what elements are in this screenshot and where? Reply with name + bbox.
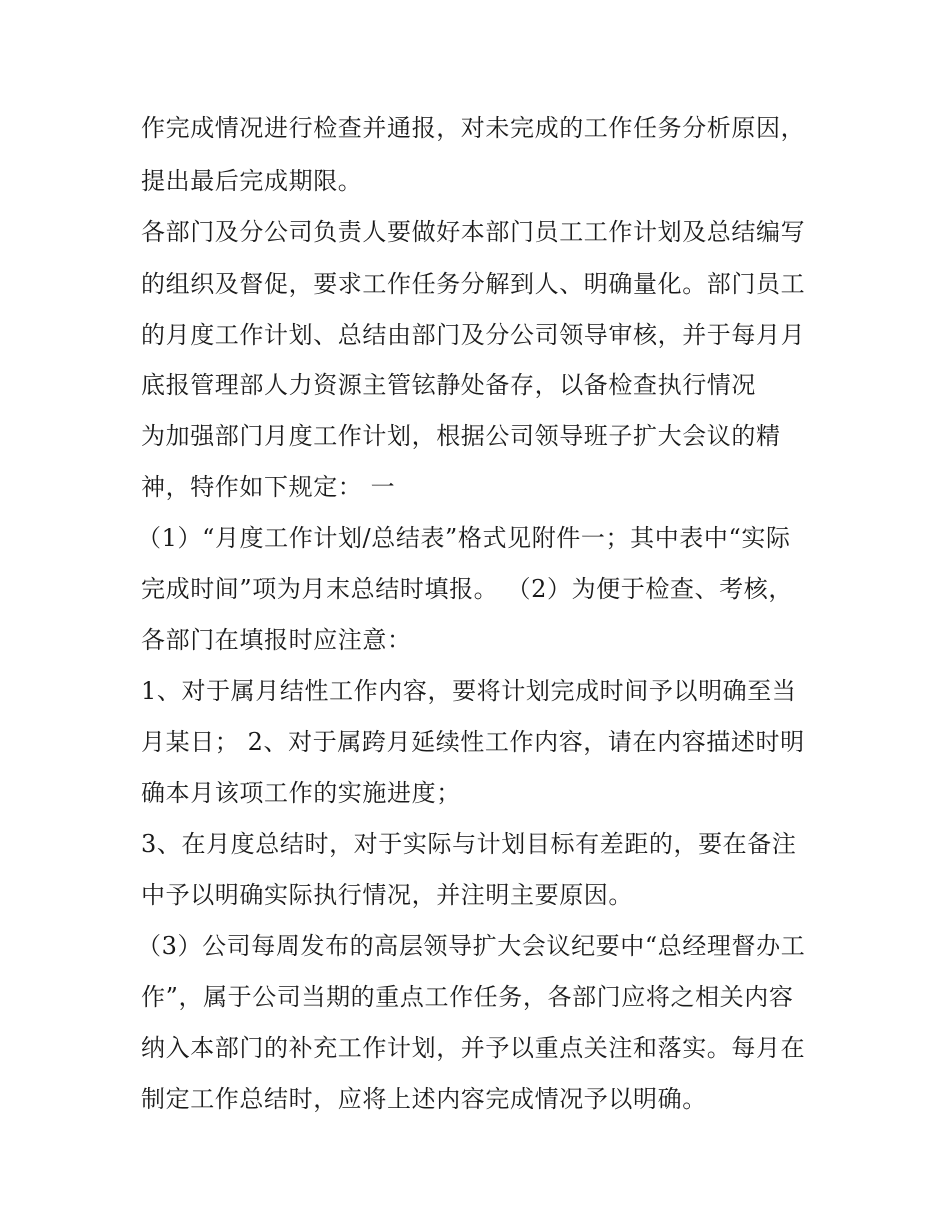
text-line: 底报管理部人力资源主管铉静处备存，以备检查执行情况: [141, 371, 756, 399]
text-line: 作”，属于公司当期的重点工作任务，各部门应将之相关内容: [141, 983, 794, 1011]
text-line: 完成时间”项为月末总结时填报。 （2）为便于检查、考核，: [141, 575, 793, 603]
text-line: （1）“月度工作计划/总结表”格式见附件一；其中表中“实际: [137, 524, 791, 552]
text-line: 1、对于属月结性工作内容，要将计划完成时间予以明确至当: [141, 677, 797, 705]
text-line: 纳入本部门的补充工作计划，并予以重点关注和落实。每月在: [141, 1034, 806, 1062]
text-line: 月某日； 2、对于属跨月延续性工作内容，请在内容描述时明: [141, 728, 805, 756]
text-line: 为加强部门月度工作计划，根据公司领导班子扩大会议的精: [141, 422, 781, 450]
text-line: 提出最后完成期限。: [141, 167, 363, 195]
text-line: 的组织及督促，要求工作任务分解到人、明确量化。部门员工: [141, 270, 806, 298]
text-line: 神，特作如下规定： 一: [141, 473, 396, 501]
text-line: 中予以明确实际执行情况，并注明主要原因。: [141, 881, 633, 909]
text-line: 制定工作总结时，应将上述内容完成情况予以明确。: [141, 1085, 707, 1113]
text-line: 确本月该项工作的实施进度；: [141, 779, 461, 807]
text-line: 各部门在填报时应注意：: [141, 626, 412, 654]
text-line: 3、在月度总结时，对于实际与计划目标有差距的，要在备注: [141, 830, 797, 858]
text-line: 各部门及分公司负责人要做好本部门员工工作计划及总结编写: [141, 218, 806, 246]
text-line: （3）公司每周发布的高层领导扩大会议纪要中“总经理督办工: [137, 932, 806, 960]
text-line: 作完成情况进行检查并通报，对未完成的工作任务分析原因，: [141, 114, 806, 142]
text-line: 的月度工作计划、总结由部门及分公司领导审核，并于每月月: [141, 321, 806, 349]
